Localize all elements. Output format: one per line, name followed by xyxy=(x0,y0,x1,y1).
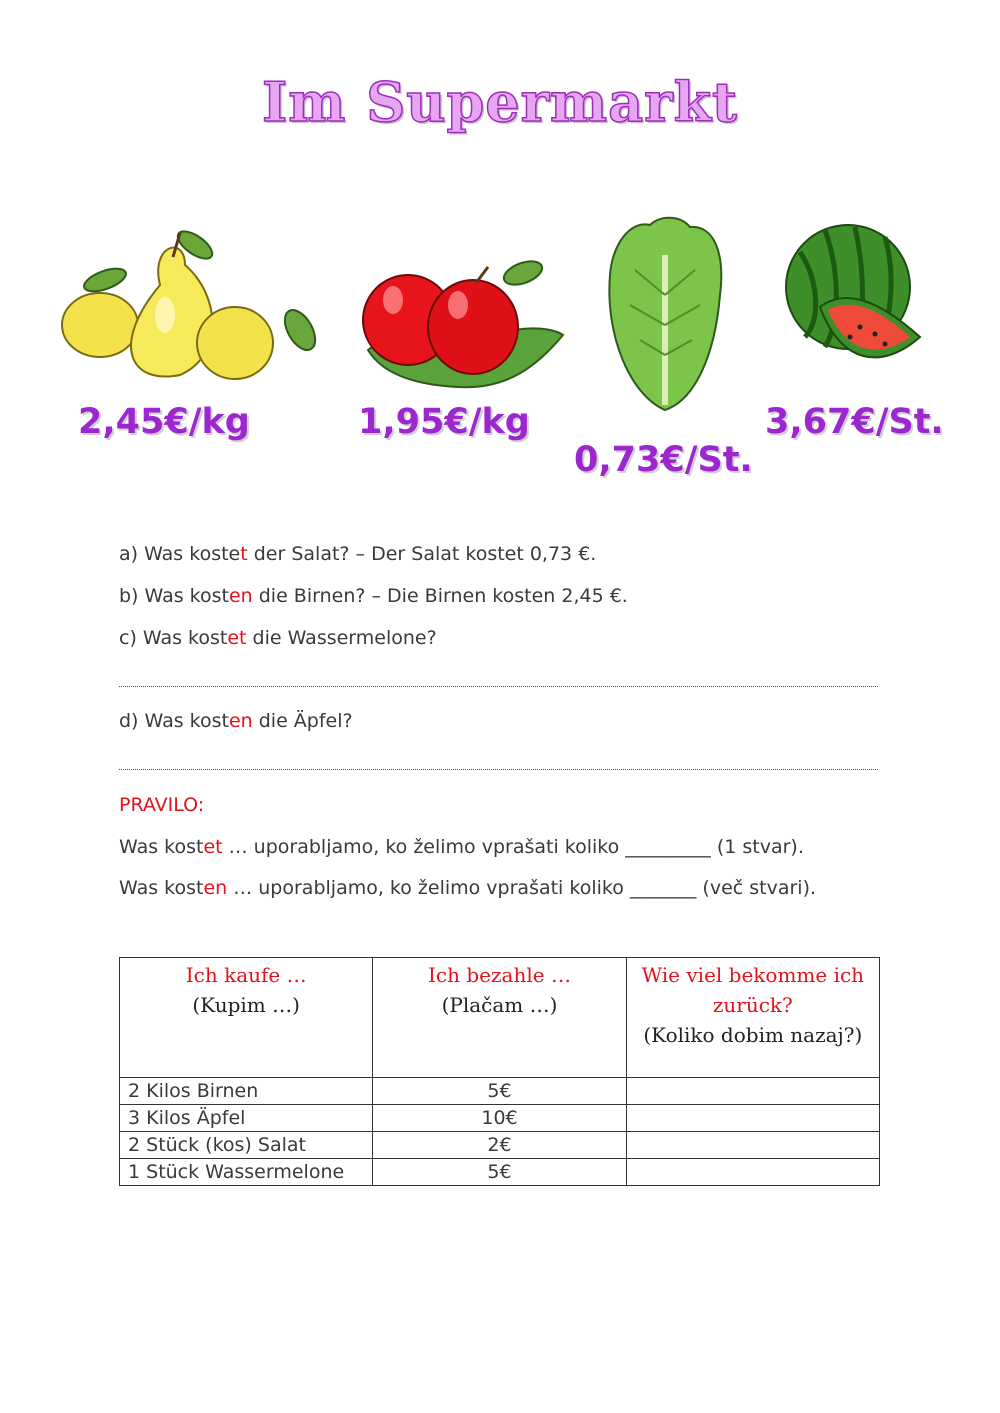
item-cell: 2 Stück (kos) Salat xyxy=(120,1132,373,1159)
item-cell: 2 Kilos Birnen xyxy=(120,1078,373,1105)
apples-image xyxy=(358,255,573,395)
page-title: Im Supermarkt xyxy=(262,70,738,134)
table-row xyxy=(120,1132,880,1159)
header-buy: Ich kaufe … (Kupim …) xyxy=(120,958,373,1078)
lettuce-image xyxy=(600,215,730,415)
price-lettuce: 0,73€/St. xyxy=(574,440,753,480)
rule-line-1: Was kostet … uporabljamo, ko želimo vprašati koliko _________ (1 stvar). xyxy=(119,836,804,858)
table-header-row xyxy=(120,958,880,1078)
change-cell[interactable] xyxy=(626,1159,879,1186)
question-a: a) Was kostet der Salat? – Der Salat kostet 0,73 €. xyxy=(119,543,597,565)
header-change: Wie viel bekomme ich zurück? (Koliko dobim nazaj?) xyxy=(626,958,879,1078)
paid-cell: 5€ xyxy=(373,1078,626,1105)
rule-line-2: Was kosten … uporabljamo, ko želimo vprašati koliko _______ (več stvari). xyxy=(119,877,817,899)
change-cell[interactable] xyxy=(626,1105,879,1132)
pears-image xyxy=(60,225,330,390)
item-cell: 1 Stück Wassermelone xyxy=(120,1159,373,1186)
price-watermelon: 3,67€/St. xyxy=(765,402,944,442)
table-row xyxy=(120,1078,880,1105)
price-pears: 2,45€/kg xyxy=(78,402,250,442)
question-c: c) Was kostet die Wassermelone? xyxy=(119,627,437,649)
change-cell[interactable] xyxy=(626,1132,879,1159)
table-row xyxy=(120,1105,880,1132)
watermelon-image xyxy=(780,222,930,382)
header-pay: Ich bezahle … (Plačam …) xyxy=(373,958,626,1078)
paid-cell: 2€ xyxy=(373,1132,626,1159)
paid-cell: 10€ xyxy=(373,1105,626,1132)
shopping-table xyxy=(119,957,880,1186)
question-b: b) Was kosten die Birnen? – Die Birnen kosten 2,45 €. xyxy=(119,585,628,607)
change-cell[interactable] xyxy=(626,1078,879,1105)
question-d: d) Was kosten die Äpfel? xyxy=(119,710,353,732)
rule-heading: PRAVILO: xyxy=(119,794,205,816)
answer-line-d[interactable] xyxy=(119,769,878,770)
item-cell: 3 Kilos Äpfel xyxy=(120,1105,373,1132)
answer-line-c[interactable] xyxy=(119,686,878,687)
price-apples: 1,95€/kg xyxy=(358,402,530,442)
table-row xyxy=(120,1159,880,1186)
paid-cell: 5€ xyxy=(373,1159,626,1186)
